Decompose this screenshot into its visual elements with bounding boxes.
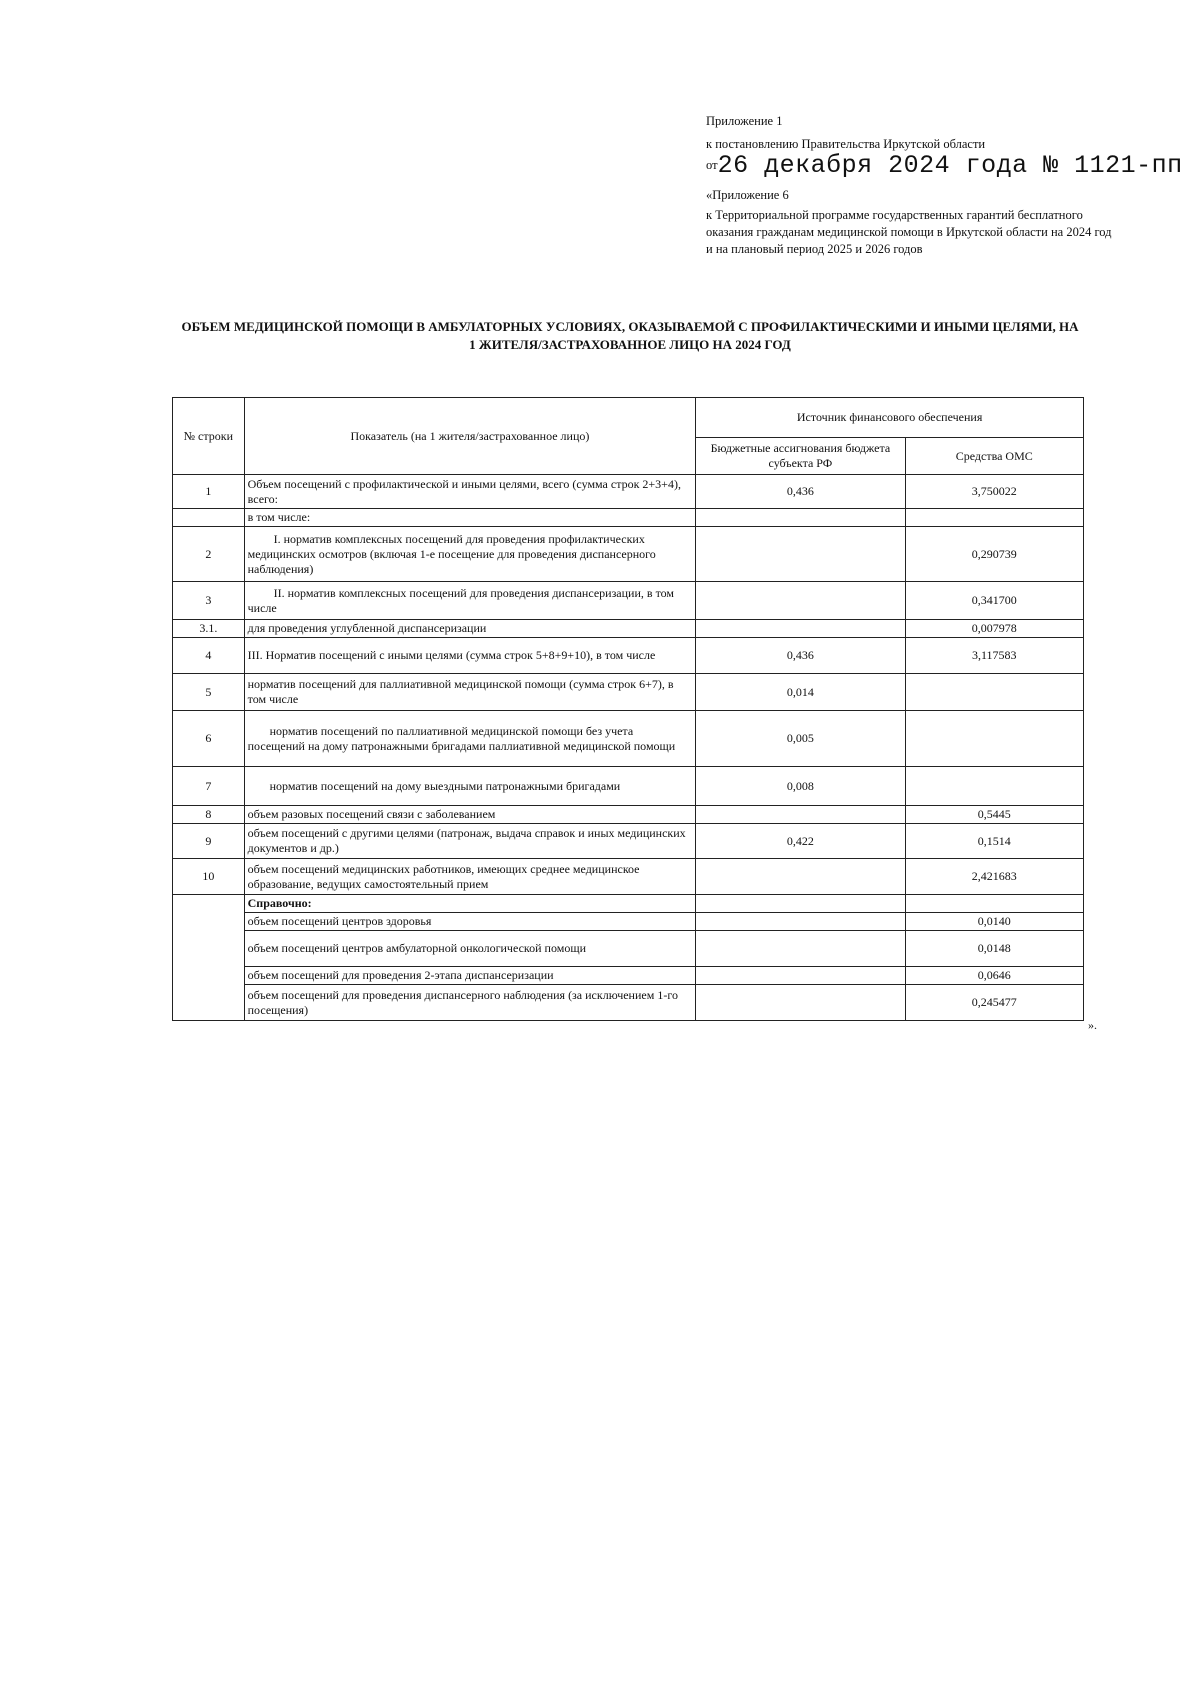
row-number: 3.1.	[173, 620, 245, 638]
row-indicator: норматив посещений на дому выездными патронажными бригадами	[244, 767, 696, 806]
row-budget: 0,422	[696, 824, 905, 859]
row-indicator: III. Норматив посещений с иными целями (сумма строк 5+8+9+10), в том числе	[244, 638, 696, 674]
table-row	[173, 638, 1084, 674]
row-oms: 3,750022	[905, 475, 1083, 509]
reference-row	[173, 967, 1084, 985]
annex-line-5: к Территориальной программе государственных гарантий бесплатного оказания гражданам медицинской помощи в Иркутской области на 2024 год и на плановый период 2025 и 2026 годов	[706, 208, 1112, 256]
row-budget	[696, 985, 905, 1021]
reference-label: Справочно:	[244, 895, 696, 913]
reference-row	[173, 913, 1084, 931]
row-oms	[905, 711, 1083, 767]
header-source: Источник финансового обеспечения	[696, 398, 1084, 438]
header-indicator: Показатель (на 1 жителя/застрахованное лицо)	[244, 398, 696, 475]
row-indicator: норматив посещений для паллиативной медицинской помощи (сумма строк 6+7), в том числе	[244, 674, 696, 711]
annex-line-1: Приложение 1	[706, 114, 783, 128]
table-row	[173, 509, 1084, 527]
reference-row	[173, 931, 1084, 967]
row-number: 9	[173, 824, 245, 859]
table-row	[173, 767, 1084, 806]
reference-header-row	[173, 895, 1084, 913]
document-title: ОБЪЕМ МЕДИЦИНСКОЙ ПОМОЩИ В АМБУЛАТОРНЫХ УСЛОВИЯХ, ОКАЗЫВАЕМОЙ С ПРОФИЛАКТИЧЕСКИМИ И ИНЫМИ ЦЕЛЯМИ, НА 1 ЖИТЕЛЯ/ЗАСТРАХОВАННОЕ ЛИЦО НА 2024 ГОД	[181, 319, 1079, 352]
row-oms	[905, 509, 1083, 527]
row-number: 10	[173, 859, 245, 895]
row-number: 7	[173, 767, 245, 806]
row-indicator: объем посещений для проведения 2-этапа диспансеризации	[244, 967, 696, 985]
annex-ot: от	[706, 158, 718, 172]
row-budget	[696, 582, 905, 620]
row-oms	[905, 674, 1083, 711]
table-row	[173, 824, 1084, 859]
row-indicator: норматив посещений по паллиативной медицинской помощи без учета посещений на дому патронажными бригадами паллиативной медицинской помощи	[244, 711, 696, 767]
row-number: 8	[173, 806, 245, 824]
volume-table	[172, 397, 1084, 1021]
reference-row	[173, 985, 1084, 1021]
header-row-no: № строки	[173, 398, 245, 475]
row-budget: 0,436	[696, 638, 905, 674]
row-oms: 0,5445	[905, 806, 1083, 824]
annex-line-2: к постановлению Правительства Иркутской области	[706, 137, 986, 151]
row-oms: 3,117583	[905, 638, 1083, 674]
row-indicator: II. норматив комплексных посещений для проведения диспансеризации, в том числе	[244, 582, 696, 620]
row-budget: 0,005	[696, 711, 905, 767]
row-budget: 0,014	[696, 674, 905, 711]
header-oms: Средства ОМС	[905, 438, 1083, 475]
table-row	[173, 582, 1084, 620]
row-oms: 0,0148	[905, 931, 1083, 967]
row-budget	[696, 620, 905, 638]
table-row	[173, 527, 1084, 582]
table-row	[173, 711, 1084, 767]
row-oms: 0,1514	[905, 824, 1083, 859]
row-indicator: объем разовых посещений связи с заболеванием	[244, 806, 696, 824]
row-budget: 0,436	[696, 475, 905, 509]
row-budget: 0,008	[696, 767, 905, 806]
row-budget	[696, 509, 905, 527]
header-budget: Бюджетные ассигнования бюджета субъекта РФ	[696, 438, 905, 475]
row-budget	[696, 967, 905, 985]
annex-line-4: «Приложение 6	[706, 188, 789, 202]
row-oms: 0,007978	[905, 620, 1083, 638]
row-budget	[696, 527, 905, 582]
row-oms: 0,245477	[905, 985, 1083, 1021]
row-indicator: объем посещений медицинских работников, имеющих среднее медицинское образование, ведущих самостоятельный прием	[244, 859, 696, 895]
annex-date-line	[706, 151, 1183, 180]
row-indicator: объем посещений для проведения диспансерного наблюдения (за исключением 1-го посещения)	[244, 985, 696, 1021]
row-oms: 0,0646	[905, 967, 1083, 985]
row-indicator: Объем посещений с профилактической и иными целями, всего (сумма строк 2+3+4), всего:	[244, 475, 696, 509]
table-row	[173, 674, 1084, 711]
row-oms: 2,421683	[905, 859, 1083, 895]
row-oms: 0,0140	[905, 913, 1083, 931]
row-number	[173, 509, 245, 527]
date-stamp: 26 декабря 2024 года № 1121-пп	[717, 151, 1183, 180]
row-indicator: объем посещений центров здоровья	[244, 913, 696, 931]
row-oms	[905, 895, 1083, 913]
table-row	[173, 475, 1084, 509]
row-number: 1	[173, 475, 245, 509]
row-budget	[696, 931, 905, 967]
table-row	[173, 859, 1084, 895]
row-indicator: для проведения углубленной диспансеризации	[244, 620, 696, 638]
row-number: 3	[173, 582, 245, 620]
table-row	[173, 806, 1084, 824]
row-budget	[696, 859, 905, 895]
row-indicator: в том числе:	[244, 509, 696, 527]
row-oms: 0,341700	[905, 582, 1083, 620]
row-indicator: объем посещений с другими целями (патронаж, выдача справок и иных медицинских документов и др.)	[244, 824, 696, 859]
row-number: 2	[173, 527, 245, 582]
row-number: 6	[173, 711, 245, 767]
row-oms: 0,290739	[905, 527, 1083, 582]
row-indicator: I. норматив комплексных посещений для проведения профилактических медицинских осмотров (включая 1-е посещение для проведения диспансерного наблюдения)	[244, 527, 696, 582]
row-indicator: объем посещений центров амбулаторной онкологической помощи	[244, 931, 696, 967]
reference-number-cell	[173, 895, 245, 1021]
table-row	[173, 620, 1084, 638]
closing-quote: ».	[1088, 1018, 1097, 1032]
row-budget	[696, 913, 905, 931]
row-budget	[696, 895, 905, 913]
row-number: 5	[173, 674, 245, 711]
row-number: 4	[173, 638, 245, 674]
row-oms	[905, 767, 1083, 806]
row-budget	[696, 806, 905, 824]
